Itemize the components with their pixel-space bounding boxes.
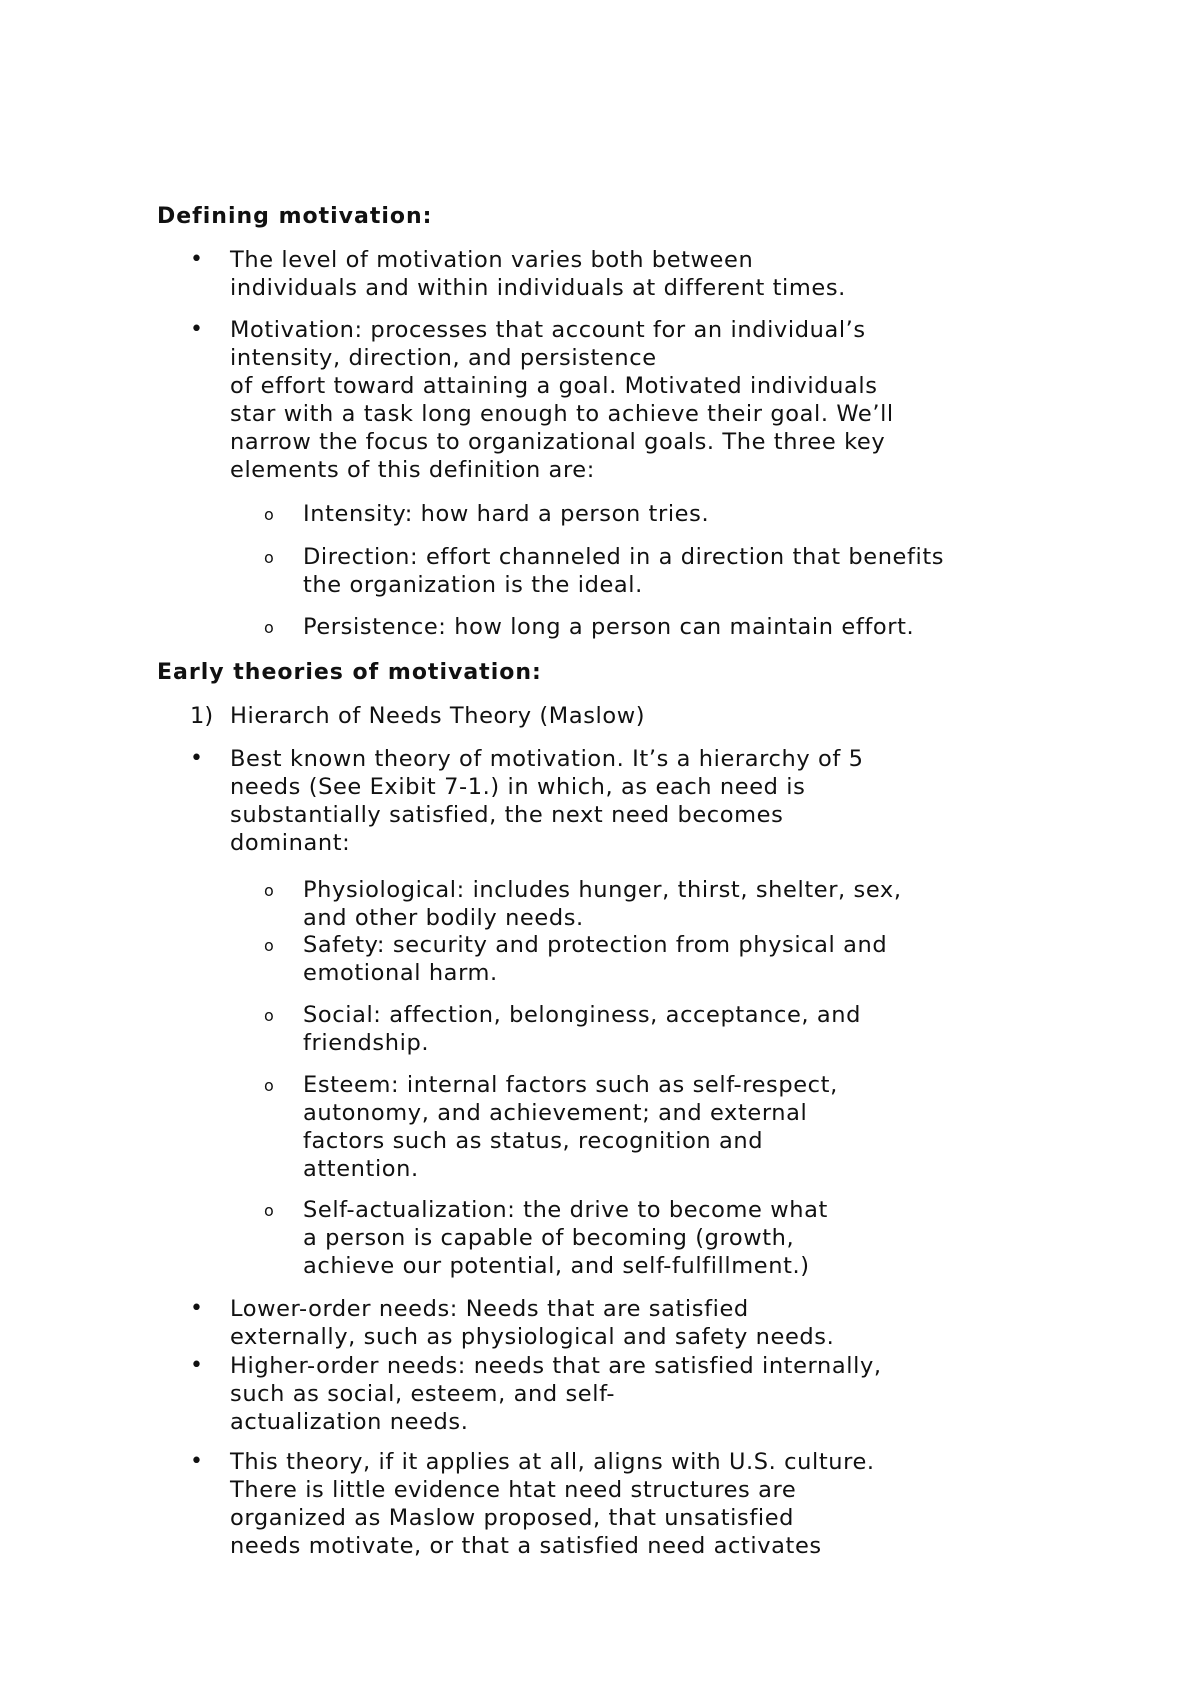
sub-bullet-marker: o xyxy=(264,936,274,955)
text-line: autonomy, and achievement; and external xyxy=(303,1100,808,1126)
bullet-text xyxy=(230,246,846,302)
sub-bullet-text xyxy=(303,500,709,528)
bullet-text xyxy=(230,1448,875,1560)
sub-bullet-marker: o xyxy=(264,881,274,900)
sub-bullet-text xyxy=(303,876,902,932)
text-line: such as social, esteem, and self- xyxy=(230,1381,616,1407)
text-line: emotional harm. xyxy=(303,960,498,986)
text-line: Motivation: processes that account for an individual’s xyxy=(230,317,866,343)
text-line: attention. xyxy=(303,1156,419,1182)
text-line: actualization needs. xyxy=(230,1409,469,1435)
text-line: achieve our potential, and self-fulfillment.) xyxy=(303,1253,810,1279)
bullet-text xyxy=(230,1295,834,1351)
sub-bullet-text xyxy=(303,1071,838,1183)
text-line: Hierarch of Needs Theory (Maslow) xyxy=(230,703,646,729)
text-line: Intensity: how hard a person tries. xyxy=(303,501,710,527)
text-line: intensity, direction, and persistence xyxy=(230,345,657,371)
numbered-text xyxy=(230,702,645,730)
text-line: factors such as status, recognition and xyxy=(303,1128,764,1154)
bullet-marker: • xyxy=(190,746,203,771)
text-line: individuals and within individuals at different times. xyxy=(230,275,846,301)
text-line: star with a task long enough to achieve their goal. We’ll xyxy=(230,401,894,427)
text-line: a person is capable of becoming (growth, xyxy=(303,1225,795,1251)
text-line: of effort toward attaining a goal. Motivated individuals xyxy=(230,373,878,399)
text-line: There is little evidence htat need structures are xyxy=(230,1477,797,1503)
text-line: Lower-order needs: Needs that are satisfied xyxy=(230,1296,749,1322)
sub-bullet-text xyxy=(303,1196,828,1280)
bullet-text xyxy=(230,745,864,857)
text-line: Persistence: how long a person can maintain effort. xyxy=(303,614,915,640)
section-heading-defining-motivation: Defining motivation: xyxy=(157,204,433,229)
sub-bullet-marker: o xyxy=(264,548,274,567)
text-line: The level of motivation varies both between xyxy=(230,247,754,273)
sub-bullet-marker: o xyxy=(264,1076,274,1095)
sub-bullet-marker: o xyxy=(264,505,274,524)
text-line: Higher-order needs: needs that are satisfied internally, xyxy=(230,1353,882,1379)
text-line: dominant: xyxy=(230,830,351,856)
bullet-text xyxy=(230,316,894,484)
bullet-text xyxy=(230,1352,882,1436)
text-line: needs (See Exibit 7-1.) in which, as each need is xyxy=(230,774,806,800)
sub-bullet-marker: o xyxy=(264,1201,274,1220)
text-line: Self-actualization: the drive to become what xyxy=(303,1197,828,1223)
text-line: externally, such as physiological and safety needs. xyxy=(230,1324,835,1350)
text-line: Physiological: includes hunger, thirst, shelter, sex, xyxy=(303,877,902,903)
sub-bullet-text xyxy=(303,931,887,987)
text-line: Direction: effort channeled in a direction that benefits xyxy=(303,544,945,570)
text-line: elements of this definition are: xyxy=(230,457,595,483)
text-line: substantially satisfied, the next need becomes xyxy=(230,802,784,828)
text-line: friendship. xyxy=(303,1030,430,1056)
section-heading-early-theories: Early theories of motivation: xyxy=(157,660,542,685)
bullet-marker: • xyxy=(190,317,203,342)
text-line: Best known theory of motivation. It’s a hierarchy of 5 xyxy=(230,746,864,772)
text-line: narrow the focus to organizational goals. The three key xyxy=(230,429,886,455)
text-line: needs motivate, or that a satisfied need activates xyxy=(230,1533,822,1559)
text-line: Safety: security and protection from physical and xyxy=(303,932,888,958)
sub-bullet-marker: o xyxy=(264,1006,274,1025)
text-line: Esteem: internal factors such as self-respect, xyxy=(303,1072,838,1098)
number-marker: 1) xyxy=(190,703,214,729)
sub-bullet-marker: o xyxy=(264,618,274,637)
text-line: Social: affection, belonginess, acceptance, and xyxy=(303,1002,862,1028)
bullet-marker: • xyxy=(190,1296,203,1321)
bullet-marker: • xyxy=(190,1353,203,1378)
bullet-marker: • xyxy=(190,247,203,272)
text-line: This theory, if it applies at all, aligns with U.S. culture. xyxy=(230,1449,875,1475)
sub-bullet-text xyxy=(303,613,914,641)
text-line: and other bodily needs. xyxy=(303,905,584,931)
text-line: the organization is the ideal. xyxy=(303,572,643,598)
sub-bullet-text xyxy=(303,543,944,599)
bullet-marker: • xyxy=(190,1449,203,1474)
text-line: organized as Maslow proposed, that unsatisfied xyxy=(230,1505,795,1531)
sub-bullet-text xyxy=(303,1001,861,1057)
